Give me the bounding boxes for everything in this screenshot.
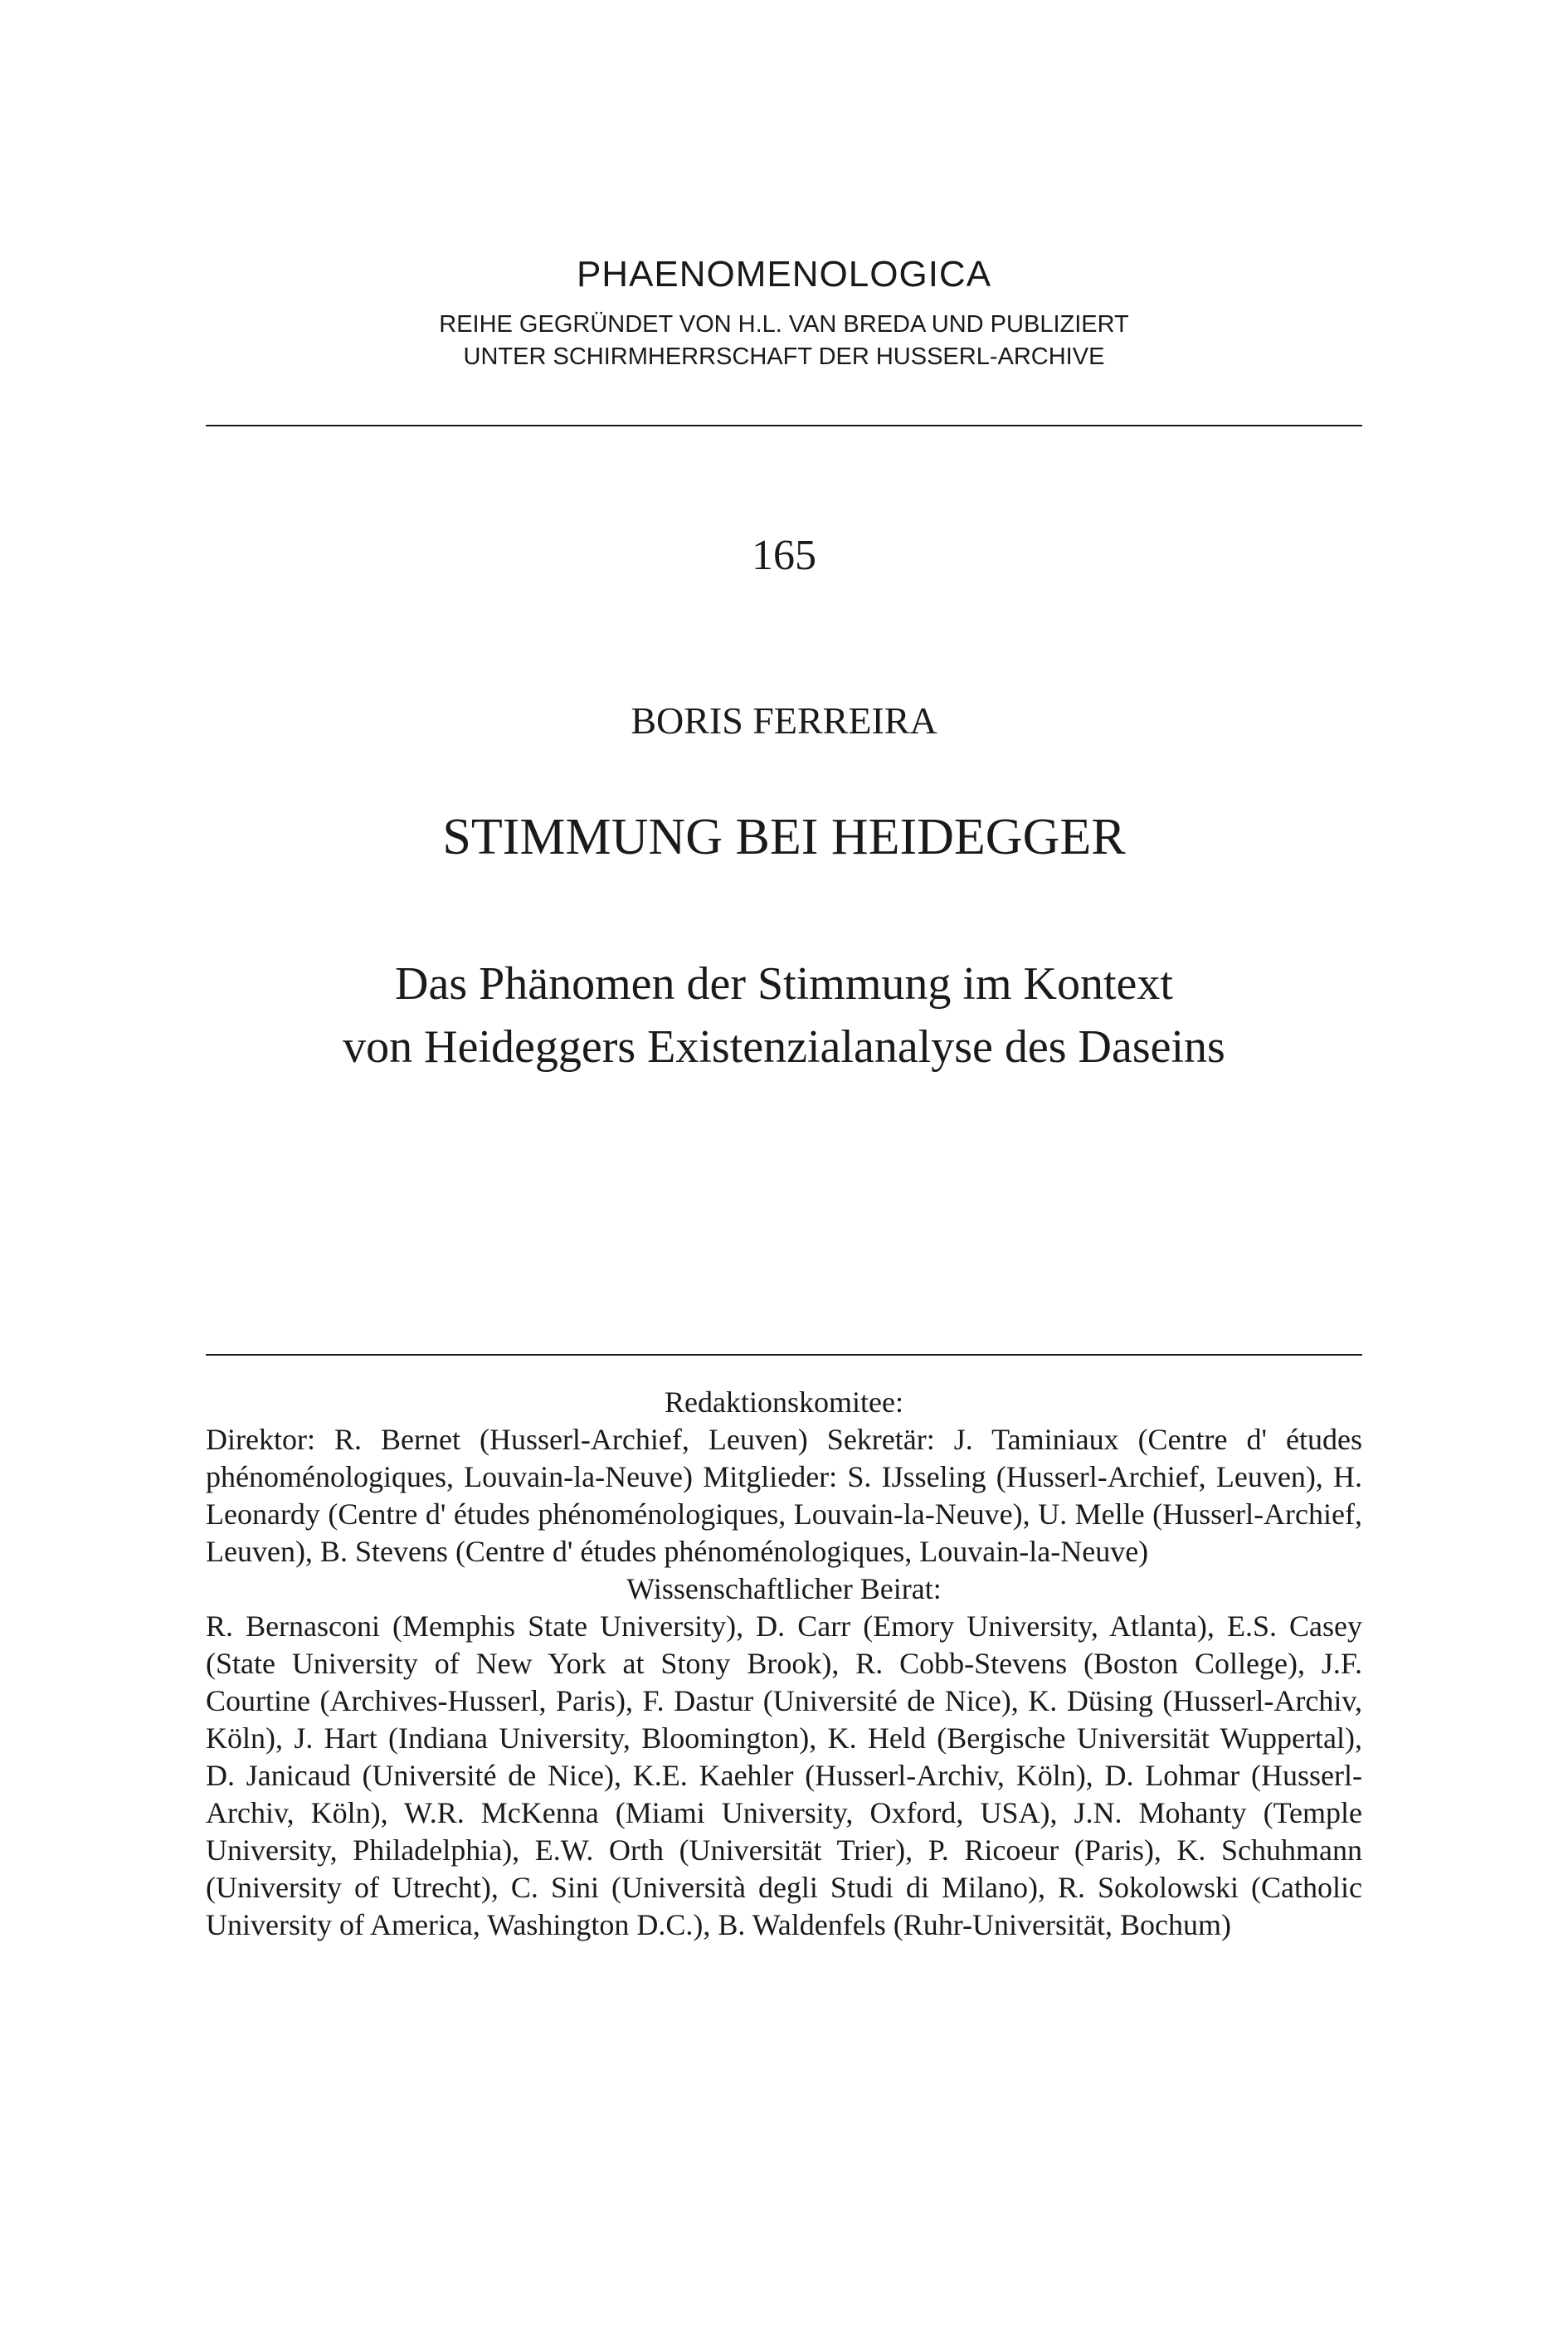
book-title: STIMMUNG BEI HEIDEGGER (442, 809, 1126, 865)
series-description (0, 309, 1568, 373)
series-title: PHAENOMENOLOGICA (576, 254, 992, 295)
subtitle-line-1: Das Phänomen der Stimmung im Kontext (395, 958, 1173, 1010)
top-divider (206, 425, 1362, 426)
editorial-board-text: Direktor: R. Bernet (Husserl-Archief, Leuven) Sekretär: J. Taminiaux (Centre d' études phénoménologiques, Louvain-la-Neuve) Mitglieder: S. IJsseling (Husserl-Archief, Leuven), H. Leonardy (Centre d' études phénoménologiques, Louvain-la-Neuve), U. Melle (Husserl-Archief, Leuven), B. Stevens (Centre d' études phénoménologiques, Louvain-la-Neuve) (206, 1423, 1362, 1568)
editorial-board-heading: Redaktionskomitee: (665, 1385, 903, 1419)
bottom-divider (206, 1354, 1362, 1356)
book-subtitle (0, 952, 1568, 1079)
board-section (206, 1384, 1362, 1944)
series-description-line-2: UNTER SCHIRMHERRSCHAFT DER HUSSERL-ARCHIVE (463, 343, 1105, 370)
series-description-line-1: REIHE GEGRÜNDET VON H.L. VAN BREDA UND PUBLIZIERT (439, 311, 1129, 338)
advisory-board-text: R. Bernasconi (Memphis State University), D. Carr (Emory University, Atlanta), E.S. Casey (State University of New York at Stony Brook), R. Cobb-Stevens (Boston College), J.F. Courtine (Archives-Husserl, Paris), F. Dastur (Université de Nice), K. Düsing (Husserl-Archiv, Köln), J. Hart (Indiana University, Bloomington), K. Held (Bergische Universität Wuppertal), D. Janicaud (Université de Nice), K.E. Kaehler (Husserl-Archiv, Köln), D. Lohmar (Husserl-Archiv, Köln), W.R. McKenna (Miami University, Oxford, USA), J.N. Mohanty (Temple University, Philadelphia), E.W. Orth (Universität Trier), P. Ricoeur (Paris), K. Schuhmann (University of Utrecht), C. Sini (Università degli Studi di Milano), R. Sokolowski (Catholic University of America, Washington D.C.), B. Waldenfels (Ruhr-Universität, Bochum) (206, 1609, 1362, 1941)
subtitle-line-2: von Heideggers Existenzialanalyse des Daseins (343, 1021, 1225, 1073)
volume-number: 165 (752, 532, 816, 579)
author-name: BORIS FERREIRA (631, 699, 937, 742)
advisory-board-heading: Wissenschaftlicher Beirat: (626, 1572, 942, 1605)
